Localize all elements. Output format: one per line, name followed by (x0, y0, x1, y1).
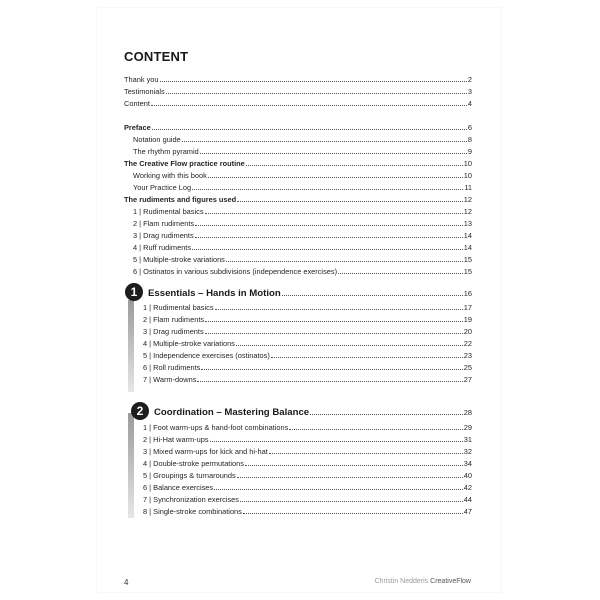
dot-leader (208, 176, 463, 178)
dot-leader (166, 92, 467, 94)
toc-entry-label: 5 | Groupings & turnarounds (143, 471, 236, 480)
toc-section-heading (124, 193, 472, 204)
chapter-1-page: 16 (463, 289, 472, 298)
toc-entry-label: Thank you (124, 75, 159, 84)
toc-entry (124, 85, 472, 96)
toc-entry-label: 6 | Ostinatos in various subdivisions (independence exercises) (133, 267, 338, 276)
toc-entry-label: 6 | Roll rudiments (143, 363, 201, 372)
toc-entry-label: 8 | Single-stroke combinations (143, 507, 242, 516)
dot-leader (269, 452, 463, 454)
page-number: 4 (124, 578, 129, 587)
toc-entry (133, 265, 472, 276)
toc-entry (143, 433, 472, 444)
footer-author: Christin Nedderis (374, 578, 429, 585)
toc-entry-page: 42 (463, 483, 472, 492)
toc-entry (133, 133, 472, 144)
toc-entry (143, 313, 472, 324)
toc-entry (133, 181, 472, 192)
toc-entry-page: 12 (463, 195, 472, 204)
chapter-2-title: Coordination – Mastering Balance (154, 407, 310, 418)
toc-entry (143, 457, 472, 468)
chapter-2-side-bar (128, 413, 134, 518)
toc-entry-page: 17 (463, 303, 472, 312)
toc-entry-page: 11 (464, 183, 472, 192)
toc-entry (143, 505, 472, 516)
chapter-1-title-row (148, 285, 472, 299)
toc-entry-page: 15 (463, 267, 472, 276)
toc-entry-label: Content (124, 99, 150, 108)
toc-entry-page: 32 (463, 447, 472, 456)
toc-entry-page: 10 (463, 171, 472, 180)
dot-leader (205, 212, 463, 214)
toc-entry (133, 241, 472, 252)
toc-section-heading (124, 157, 472, 168)
chapter-2-title-row (154, 404, 472, 418)
toc-entry (143, 493, 472, 504)
dot-leader (240, 500, 463, 502)
toc-entry (133, 253, 472, 264)
toc-entry-page: 6 (467, 123, 472, 132)
running-footer (375, 578, 472, 585)
toc-entry (143, 325, 472, 336)
chapter-1-side-bar (128, 300, 134, 392)
dot-leader (152, 128, 467, 130)
dot-leader (182, 140, 467, 142)
toc-entry (133, 217, 472, 228)
toc-entry-label: 1 | Rudimental basics (143, 303, 214, 312)
toc-entry-page: 29 (463, 423, 472, 432)
footer-book-title: CreativeFlow (430, 578, 471, 585)
dot-leader (205, 320, 463, 322)
toc-entry-label: Your Practice Log (133, 183, 192, 192)
toc-section-heading (124, 121, 472, 132)
dot-leader (205, 332, 463, 334)
toc-entry (124, 97, 472, 108)
dot-leader (160, 80, 467, 82)
toc-entry-label: 3 | Drag rudiments (143, 327, 204, 336)
dot-leader (195, 224, 463, 226)
toc-entry-label: The Creative Flow practice routine (124, 159, 245, 168)
toc-entry (133, 205, 472, 216)
toc-entry-page: 12 (463, 207, 472, 216)
toc-entry (124, 73, 472, 84)
toc-entry-page: 25 (463, 363, 472, 372)
toc-entry (133, 145, 472, 156)
toc-entry (143, 481, 472, 492)
toc-entry-label: 7 | Synchronization exercises (143, 495, 239, 504)
toc-entry-page: 22 (463, 339, 472, 348)
toc-entry-page: 20 (463, 327, 472, 336)
chapter-1-title: Essentials – Hands in Motion (148, 288, 281, 299)
toc-entry-label: 5 | Multiple-stroke variations (133, 255, 225, 264)
toc-entry-label: Notation guide (133, 135, 181, 144)
dot-leader (237, 200, 463, 202)
dot-leader (338, 272, 463, 274)
toc-entry-page: 4 (467, 99, 472, 108)
toc-entry-label: 5 | Independence exercises (ostinatos) (143, 351, 270, 360)
dot-leader (192, 188, 463, 190)
dot-leader (210, 440, 463, 442)
toc-entry-page: 23 (463, 351, 472, 360)
dot-leader (201, 368, 462, 370)
toc-entry-label: 2 | Flam rudiments (143, 315, 205, 324)
toc-entry-label: Testimonials (124, 87, 165, 96)
toc-entry-label: 4 | Ruff rudiments (133, 243, 192, 252)
toc-entry-page: 14 (463, 243, 472, 252)
toc-entry (143, 337, 472, 348)
chapter-1-number-badge: 1 (125, 283, 143, 301)
dot-leader (271, 356, 463, 358)
toc-entry (143, 361, 472, 372)
toc-entry-page: 40 (463, 471, 472, 480)
dot-leader (236, 344, 463, 346)
toc-entry-page: 8 (467, 135, 472, 144)
toc-entry (133, 229, 472, 240)
chapter-2-number-badge: 2 (131, 402, 149, 420)
dot-leader (310, 413, 463, 415)
toc-entry-label: 1 | Foot warm-ups & hand-foot combinations (143, 423, 289, 432)
toc-entry-label: The rudiments and figures used (124, 195, 237, 204)
dot-leader (245, 464, 463, 466)
chapter-2-page: 28 (463, 408, 472, 417)
toc-entry-page: 10 (463, 159, 472, 168)
book-page (97, 8, 501, 592)
toc-entry (143, 445, 472, 456)
toc-entry-page: 47 (463, 507, 472, 516)
toc-entry-page: 3 (467, 87, 472, 96)
dot-leader (192, 248, 463, 250)
toc-entry-label: 4 | Multiple-stroke variations (143, 339, 235, 348)
toc-entry-label: 6 | Balance exercises (143, 483, 214, 492)
toc-entry-page: 31 (463, 435, 472, 444)
toc-entry-label: The rhythm pyramid (133, 147, 199, 156)
dot-leader (151, 104, 467, 106)
dot-leader (214, 488, 463, 490)
dot-leader (243, 512, 463, 514)
toc-entry (143, 373, 472, 384)
toc-entry-label: 2 | Hi-Hat warm-ups (143, 435, 209, 444)
toc-entry-label: Working with this book (133, 171, 207, 180)
toc-entry-page: 15 (463, 255, 472, 264)
toc-entry (143, 301, 472, 312)
toc-entry-label: 7 | Warm-downs (143, 375, 197, 384)
toc-entry-page: 19 (463, 315, 472, 324)
toc-entry-page: 9 (467, 147, 472, 156)
toc-entry-label: Preface (124, 123, 151, 132)
page-heading: CONTENT (124, 49, 189, 64)
toc-entry-label: 3 | Drag rudiments (133, 231, 194, 240)
toc-entry (133, 169, 472, 180)
toc-entry-page: 34 (463, 459, 472, 468)
toc-entry-label: 4 | Double-stroke permutations (143, 459, 244, 468)
toc-entry-page: 44 (463, 495, 472, 504)
toc-entry-label: 3 | Mixed warm-ups for kick and hi-hat (143, 447, 268, 456)
dot-leader (226, 260, 463, 262)
toc-entry-page: 2 (467, 75, 472, 84)
toc-entry (143, 349, 472, 360)
toc-entry-page: 13 (463, 219, 472, 228)
dot-leader (282, 294, 463, 296)
dot-leader (215, 308, 463, 310)
toc-entry-label: 1 | Rudimental basics (133, 207, 204, 216)
toc-entry-page: 14 (463, 231, 472, 240)
dot-leader (246, 164, 463, 166)
dot-leader (195, 236, 463, 238)
dot-leader (197, 380, 462, 382)
dot-leader (289, 428, 462, 430)
toc-entry-page: 27 (463, 375, 472, 384)
toc-entry (143, 421, 472, 432)
toc-entry (143, 469, 472, 480)
dot-leader (237, 476, 463, 478)
dot-leader (200, 152, 467, 154)
toc-entry-label: 2 | Flam rudiments (133, 219, 195, 228)
